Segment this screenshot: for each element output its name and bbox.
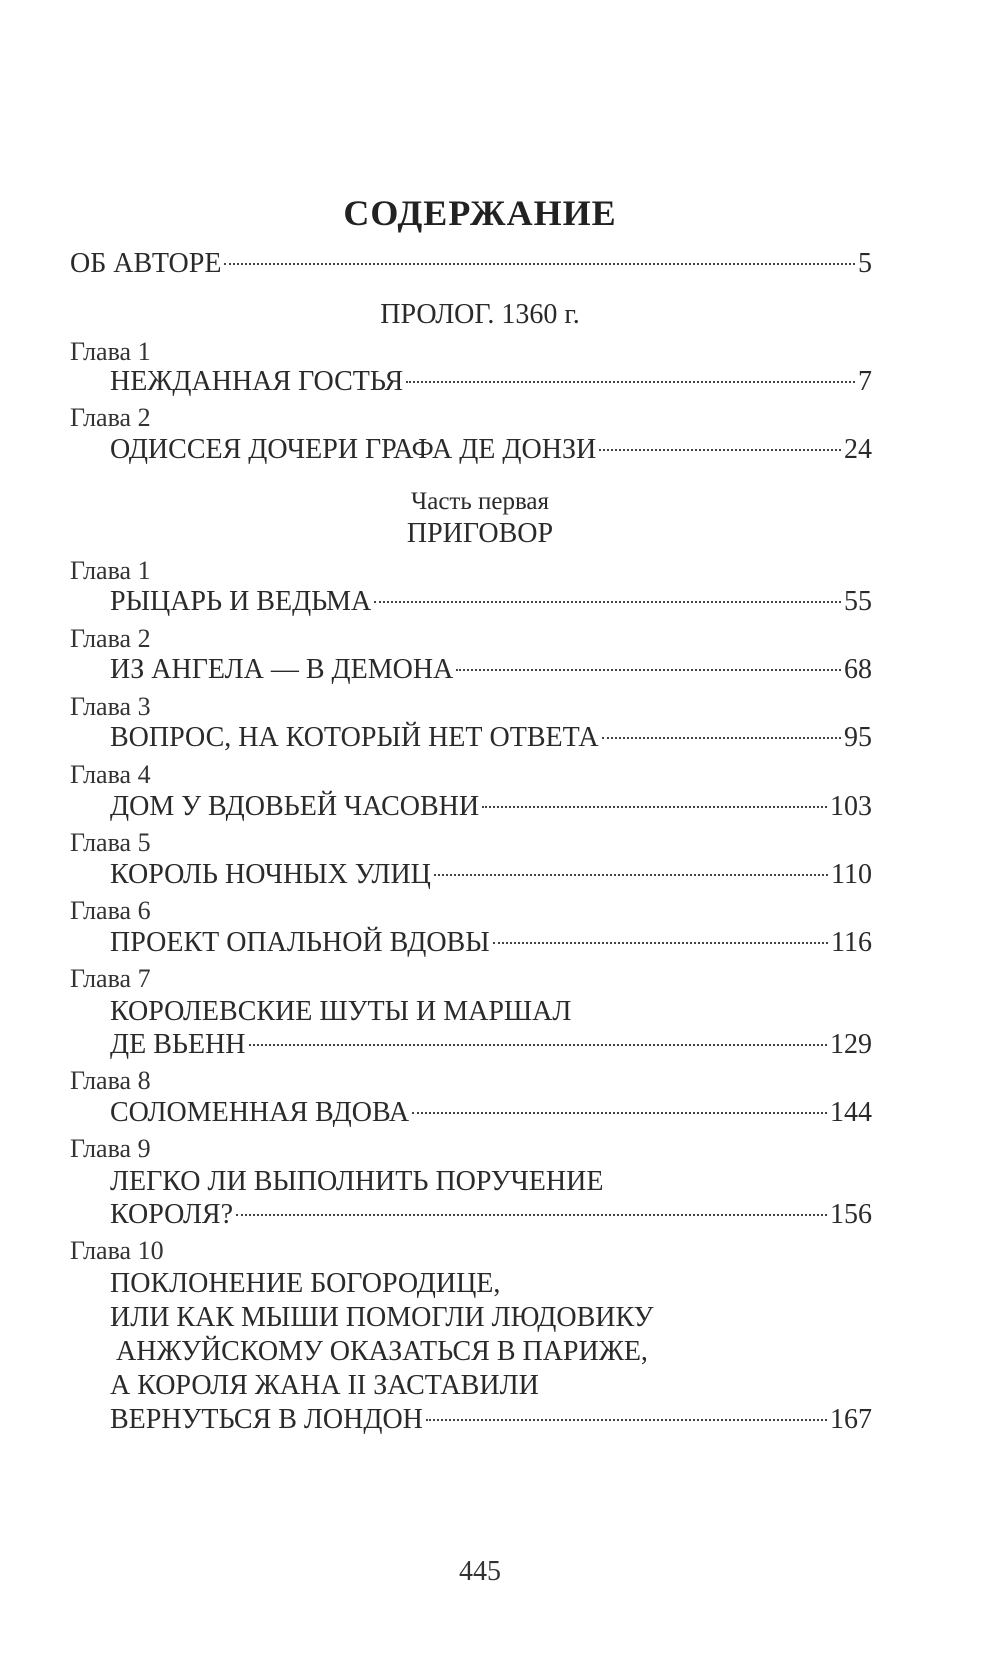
page-number: 68 — [844, 654, 872, 685]
chapter-number: Глава 2 — [70, 624, 151, 653]
leader-dots — [602, 737, 841, 739]
chapter-number: Глава 7 — [70, 964, 151, 993]
leader-dots — [426, 1419, 827, 1421]
leader-dots — [249, 1044, 827, 1046]
leader-dots — [434, 874, 828, 876]
leader-dots — [224, 263, 855, 265]
page-number: 55 — [844, 586, 872, 617]
chapter-number: Глава 8 — [70, 1066, 151, 1095]
toc-entry-label: ОБ АВТОРЕ — [70, 248, 222, 279]
toc-entry[interactable] — [110, 1402, 872, 1438]
chapter-title: КОРОЛЯ? — [110, 1199, 234, 1230]
chapter-title-line: АНЖУЙСКОМУ ОКАЗАТЬСЯ В ПАРИЖЕ, — [116, 1336, 648, 1367]
chapter-number: Глава 6 — [70, 896, 151, 925]
chapter-title-line: А КОРОЛЯ ЖАНА II ЗАСТАВИЛИ — [110, 1370, 539, 1401]
chapter-number: Глава 9 — [70, 1134, 151, 1163]
prologue-heading: ПРОЛОГ. 1360 г. — [380, 299, 580, 330]
leader-dots — [493, 942, 828, 944]
chapter-title: ДОМ У ВДОВЬЕЙ ЧАСОВНИ — [110, 791, 480, 822]
page-number: 24 — [844, 434, 872, 465]
chapter-number: Глава 10 — [70, 1236, 164, 1265]
chapter-title: СОЛОМЕННАЯ ВДОВА — [110, 1097, 410, 1128]
page-number: 116 — [831, 927, 872, 958]
page-folio: 445 — [459, 1556, 501, 1587]
chapter-title: ВЕРНУТЬСЯ В ЛОНДОН — [110, 1404, 423, 1435]
chapter-title: РЫЦАРЬ И ВЕДЬМА — [110, 586, 372, 617]
toc-entry-about[interactable] — [70, 246, 872, 282]
chapter-title: НЕЖДАННАЯ ГОСТЬЯ — [110, 366, 404, 397]
page-number: 7 — [858, 366, 872, 397]
part-title: ПРИГОВОР — [406, 518, 554, 549]
toc-entry[interactable] — [110, 720, 872, 756]
leader-dots — [599, 449, 841, 451]
chapter-title: ВОПРОС, НА КОТОРЫЙ НЕТ ОТВЕТА — [110, 722, 599, 753]
toc-entry[interactable] — [110, 1095, 872, 1131]
page-number: 167 — [830, 1404, 872, 1435]
toc-entry[interactable] — [110, 789, 872, 825]
chapter-number: Глава 4 — [70, 760, 151, 789]
chapter-title-line: ИЛИ КАК МЫШИ ПОМОГЛИ ЛЮДОВИКУ — [110, 1302, 654, 1333]
chapter-title: ОДИССЕЯ ДОЧЕРИ ГРАФА ДЕ ДОНЗИ — [110, 434, 597, 465]
leader-dots — [406, 381, 855, 383]
toc-entry[interactable] — [110, 857, 872, 893]
page-number: 110 — [831, 859, 872, 890]
leader-dots — [236, 1214, 827, 1216]
chapter-number: Глава 2 — [70, 403, 151, 432]
chapter-title: ПРОЕКТ ОПАЛЬНОЙ ВДОВЫ — [110, 927, 490, 958]
toc-entry[interactable] — [110, 432, 872, 468]
leader-dots — [456, 669, 841, 671]
toc-entry[interactable] — [110, 1197, 872, 1233]
toc-entry[interactable] — [110, 1027, 872, 1063]
chapter-number: Глава 1 — [70, 556, 151, 585]
part-label: Часть первая — [410, 488, 550, 515]
leader-dots — [482, 806, 827, 808]
page-number: 129 — [830, 1029, 872, 1060]
leader-dots — [374, 601, 841, 603]
chapter-number: Глава 1 — [70, 337, 151, 366]
page-number: 5 — [858, 248, 872, 279]
page-number: 103 — [830, 791, 872, 822]
toc-entry[interactable] — [110, 364, 872, 400]
chapter-title-line: ЛЕГКО ЛИ ВЫПОЛНИТЬ ПОРУЧЕНИЕ — [110, 1166, 604, 1197]
page-number: 144 — [830, 1097, 872, 1128]
toc-entry[interactable] — [110, 652, 872, 688]
chapter-title: ИЗ АНГЕЛА — В ДЕМОНА — [110, 654, 454, 685]
page-number: 156 — [830, 1199, 872, 1230]
chapter-title: КОРОЛЬ НОЧНЫХ УЛИЦ — [110, 859, 431, 890]
chapter-number: Глава 3 — [70, 692, 151, 721]
chapter-title-line: КОРОЛЕВСКИЕ ШУТЫ И МАРШАЛ — [110, 996, 572, 1027]
toc-entry[interactable] — [110, 584, 872, 620]
chapter-title: ДЕ ВЬЕНН — [110, 1029, 246, 1060]
chapter-title-line: ПОКЛОНЕНИЕ БОГОРОДИЦЕ, — [110, 1268, 501, 1299]
page-number: 95 — [844, 722, 872, 753]
leader-dots — [412, 1112, 827, 1114]
toc-entry[interactable] — [110, 925, 872, 961]
page-title: СОДЕРЖАНИЕ — [343, 193, 617, 233]
chapter-number: Глава 5 — [70, 828, 151, 857]
